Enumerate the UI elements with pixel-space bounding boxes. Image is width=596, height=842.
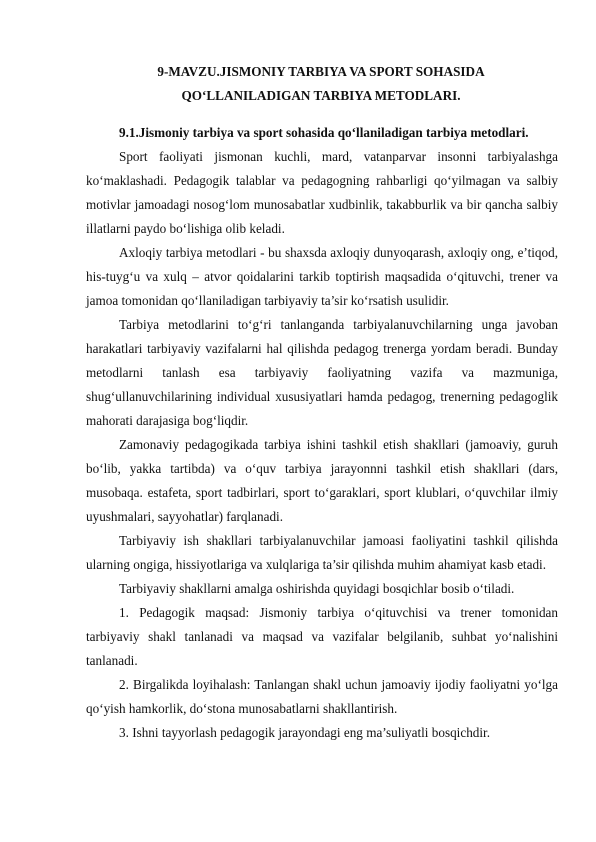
section-heading: 9.1.Jismoniy tarbiya va sport sohasida qo‘llaniladigan tarbiya metodlari. xyxy=(119,125,529,140)
title-block xyxy=(86,60,558,108)
title-line-2: QO‘LLANILADIGAN TARBIYA METODLARI. xyxy=(181,88,461,103)
paragraph-stages-intro: Tarbiyaviy shakllarni amalga oshirishda quyidagi bosqichlar bosib o‘tiladi. xyxy=(119,581,515,596)
paragraph-method-selection: Tarbiya metodlarini to‘g‘ri tanlanganda tarbiyalanuvchilarning unga javoban harakatlari tarbiyaviy vazifalarni hal qilishda pedagog trenerga yordam beradi. Bunday metodlarni tanlash esa tarbiyaviy faoliyatning vazifa va mazmuniga, shug‘ullanuvchilarining individual xususiyatlari hamda pedagog, trenerning pedagoglik mahorati darajasiga bog‘liqdir. xyxy=(86,317,558,428)
list-item-stage-2: 2. Birgalikda loyihalash: Tanlangan shakl uchun jamoaviy ijodiy faoliyatni yo‘lga qo‘yish hamkorlik, do‘stona munosabatlarni shakllantirish. xyxy=(86,677,558,716)
list-item-stage-3: 3. Ishni tayyorlash pedagogik jarayondagi eng ma’suliyatli bosqichdir. xyxy=(119,725,491,740)
list-item-stage-1: 1. Pedagogik maqsad: Jismoniy tarbiya o‘qituvchisi va trener tomonidan tarbiyaviy shakl tanlanadi va maqsad va vazifalar belgilanib, suhbat yo‘nalishini tanlanadi. xyxy=(86,605,558,668)
paragraph-moral-methods: Axloqiy tarbiya metodlari - bu shaxsda axloqiy dunyoqarash, axloqiy ong, e’tiqod, his-tuyg‘u va xulq – atvor qoidalarini tarkib toptirish maqsadida o‘qituvchi, trener va jamoa tomonidan qo‘llaniladigan tarbiyaviy ta’sir ko‘rsatish usulidir. xyxy=(86,245,558,308)
paragraph-sport-activity: Sport faoliyati jismonan kuchli, mard, vatanparvar insonni tarbiyalashga ko‘maklashadi. Pedagogik talablar va pedagogning rahbarligi qo‘yilmagan va salbiy motivlar jamoadagi nosog‘lom munosabatlar xudbinlik, takabburlik va bir qancha salbiy illatlarni paydo bo‘lishiga olib keladi. xyxy=(86,149,558,236)
paragraph-modern-pedagogy: Zamonaviy pedagogikada tarbiya ishini tashkil etish shakllari (jamoaviy, guruh bo‘lib, yakka tartibda) va o‘quv tarbiya jarayonnni tashkil etish shakllari (dars, musobaqa. estafeta, sport tadbirlari, sport to‘garaklari, sport klublari, o‘quvchilar ilmiy uyushmalari, sayyohatlar) farqlanadi. xyxy=(86,437,558,524)
paragraph-work-forms: Tarbiyaviy ish shakllari tarbiyalanuvchilar jamoasi faoliyatini tashkil qilishda ularning ongiga, hissiyotlariga va xulqlariga ta’sir qilishda muhim ahamiyat kasb etadi. xyxy=(86,533,558,572)
title-line-1: 9-MAVZU.JISMONIY TARBIYA VA SPORT SOHASIDA xyxy=(157,64,485,79)
